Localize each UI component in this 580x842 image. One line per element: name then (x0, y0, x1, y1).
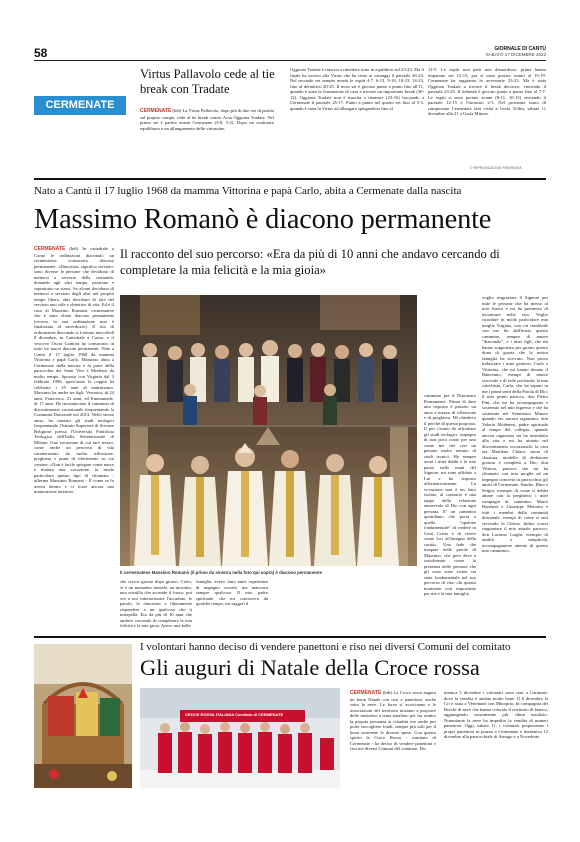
article1-col3: 12-5. Le ospiti non però non demordono: prima hanno impattato sul 15-15, poi si sono portate avanti al 15-19. Cermenate ha raggiunto le avversarie 23-23. Ma è stata Oggiona Tradate a trovare il break decisivo, vincendo il parziale 23-25. Il tiebreak è giocato punto a punto fino al 7-7. Le ospiti si sono portate avanti (8-11, 10-13) vincendo il parziale 12-15 e l'incontro 2-3. Nel prossimo turno di campionato Cermenate farà visita a Gorla Volley, sabato 11 dicembre alle 21 a Gorla Minore. (428, 67, 546, 116)
issue-date: SABATO 17 DICEMBRE 2022 (485, 52, 546, 57)
article1-col1 (140, 108, 274, 168)
article2-col2: che cresce giorno dopo giorno. Certo, vi è un momento iniziale, un incontro, una scintilla che accende il fuoco, poi via a noi interiorizzare l'accaduto, le parole, le emozioni e liberamente rispondere a un qualcosa che ti interpella. Era da più di 10 anni che andavo cercando di completare la mia felicità e la mia gioia. Avevo una bella (120, 579, 192, 628)
ordination-photo-caption: Il cermenatese Massimo Romanò (il primo da sinistra nella foto qui sopra) è diacono permanente (120, 570, 323, 575)
article1-col2: Oggiona Tradate è riuscita a rimettere tutto in equilibrio sul 23-23. Ma il finale ha sorriso alla Virtus che ha vinto ai vantaggi il parziale 26-24. Nel secondo set sempre avanti le ospiti 4-7, 6-13, 9-18, 10-23, 14-23, fino al definitivo 20-25. Il terzo set è giocato punto a punto fino all'11, quando è stata la formazione di casa a trovare un importante break (30-12). Oggiona Tradate non è riuscita a rientrare (23-16) lasciando a Cermenate il parziale 25-17. Punto a punto nel quarto set fino al 5-3, quando è stata la Virtus ad allungare spingendosi fino al (290, 67, 424, 111)
page-number: 58 (34, 46, 48, 60)
article1-lead: (bdi) La Virtus Pallavolo, dopo più di due ore di partita sul proprio campo, cede al tie break contro Acsa Oggiona Tradate. Nel primo set è partita avanti Cermenate (3-0, 5-2). Dopo un confronto equilibrato e un allungamento delle virtussine, (140, 108, 274, 131)
article2-col5: voglio ringraziare il Signore per tutte le persone che ha messo al mio fianco e mi ha permesso di incontrare nella vita. Voglio ricordare in modo particolare mia moglie Virginia, con cui condivide con me fin dall'inizio questo cammino, sempre di amore "diaconale", e i miei figli, che mi hanno sopportato per giorno questo dono di grazia che la nostra famiglia ha ricevuto. Non posso tralasciare i miei genitori, Carlo e Vittorina, che mi hanno donato il Battesimo, esempi di amore viscerale e di fede profonda; la mia catechista, Carla, che ha saputo in me i primi semi della Parola di Dio; il mio primo parroco, don Pietro Pini, che mi ha accompagnato e sostenuto nel mio ingresso e che ha sostenuto nel Seminario Minore quando ero ancora ragazzino; don Valerio Modenesi, padre spirituale al tempo del collegio, quando ancora ragazzino mi ha introdotto alla vita e mi ha aiutato nel discernimento vocazionale; la cara zia Marilena Chiara, suora di clausura, modello di dedizione gioiosa e completa a Dio; don Vittorio, parroco che mi ha chiamato con mia moglie ad un impegno concreto in parrocchia; gli amici di Cermenate, Sandro, Rino e Sergio, esempio di come si debba amare con la preghiera; i miei compagni di cammino, Mario Bonfanti e Giuseppe Menafra e tutti i membri della comunità diaconale, esempi di come si ami servendo la Chiesa. Infine vorrei ringraziare il mio attuale parroco, don Luciano Larghi, esempio di umiltà e semplicità, accompagnatore attento di questo mio cammino». (482, 295, 548, 553)
header-rule (34, 60, 546, 61)
article2-col1-text: (bdi) In cattedrale a Como le ordinazioni diaconali: un cermenatese consacrato diacono permanente. «Diaconia» significa servizio: sono diverse le persone che decidono di mettersi a servizio della comunità, donando agli altri tempo, passione e soprattutto se stessi. Se alcuni decidono di mettersi a servizio degli altri nel proprio tempo libero, altri decidono di fare del servizio uno stile e obiettivo di vita. Ed è il caso di Massimo Romanò, cermenatese che è stato eletto diacono permanente (ovvero la sua ordinazione non è finalizzata al sacerdozio). Il rito di ordinazione diaconale si è tenuto mercoledì 8 dicembre, in Cattedrale a Como, e il vescovo Oscar Cantoni ha consacrato in tutto tre nuovi diaconi permanenti. Nato a Cantù il 17 luglio 1968 da mamma Vittorina e papà Carlo, Massimo abita a Cermenate dalla nascita e fa parte della parrocchia dei Santi Vito e Modesto da molto tempo. Sposato con Virginia dal 3 febbraio 1996, quest'anno la coppia ha celebrato i 25 anni di matrimonio. Massimo ha anche tre figli: Veronica, di 24 anni, Francesca, 21 anni, ed Emmanuele, di 17 anni. Ha incominciato il cammino di discernimento vocazionale frequentando la Comunità Diaconale nel 2013. Nello stesso anno, ha iniziato gli studi teologici frequentando l'Istituto Superiore di Scienze Religiose presso l'Università Pontificia Teologica dell'Italia Settentrionale di Milano. Una vocazione di cui fare tesoro, come anche un percorso di vita caratterizzato da molta riflessione, preghiera e punti di riferimento su cui contare: «Non è facile spiegare come nasce e matura una vocazione, in modo particolare questo tipo di chiamata - afferma Massimo Romanò - È come se lo avessi dentro e ci fosse ancora una maturazione interiore (34, 246, 114, 494)
article1-kicker: CERMENATE (140, 108, 172, 114)
section-label: CERMENATE (34, 96, 126, 115)
article3-col2: menica 5 dicembre i volontari sono stati a Carimate, dove la vendita è andata molto bene. Il 8 dicembre la Cri è stata a Vertemate con Minoprio, in compagnia dei Borchi di neve che hanno colorato il territorio di bianco, aggiungendo sicuramente più clima natalizio. Nonostante la neve ha impedito la vendita di numeri panettoni. Oggi, sabato 11, i volontari proporranno i propri panettoni in piazza a Cermenate e domenica 12 dicembre alla parrocchiale di Asnago e a Novedrate. (444, 690, 548, 739)
article3-col1 (350, 690, 436, 790)
article2-col4: cammino per il Diaconato Permanente. Prima di dare una risposta è passato un anno e mezzo di riflessione e di preghiera. Mi chiedevo il perché di questa proposta. Il poi c'erano da affrontare gli studi teologici, impegno di non poco conto per uno come me che con un passato molto remoto di studi tecnici. Ho sempre avuti i miei dubbi e le mie paure nelle mani del Signore, mi sono affidato a Lui e ho risposto affermativamente. La vocazione non è un fatto isolato, al contrario è una tappa della relazione amorevole di Dio con ogni persona. E' un cammino quotidiano che porta a quella "opzione fondamentale" di credere in Gesù Cristo e di vivere come Lui all'insegna della carità». Una fede che traspare nelle parole di Massimo, che però deve a sottolineare come la presenza delle persone che gli sono state vicine sia stata fondamentale nel suo percorso di vita: «In questo momento così importante per me e la mia famiglia (424, 393, 476, 596)
article2-kicker: CERMENATE (34, 246, 66, 252)
divider-2 (34, 636, 546, 638)
volunteers-photo (140, 688, 340, 788)
paper-name: GIORNALE DI CANTÙ (494, 46, 546, 52)
article2-subheadline: Il racconto del suo percorso: «Era da più di 10 anni che andavo cercando di completare la mia felicità e la mia gioia» (120, 247, 500, 277)
article2-col3b (272, 579, 342, 631)
article2-col3: famiglia, avevo fatto tante esperienze di impegno sociale, ma mancava sempre qualcosa. Il mio padre spirituale, che mi conosceva da qualche tempo, mi suggerì il (196, 579, 268, 606)
divider-1 (34, 178, 546, 180)
article1-copyright: © RIPRODUZIONE RISERVATA (470, 166, 522, 170)
gift-basket-photo (34, 644, 132, 788)
article1-headline: Virtus Pallavolo cede al tie break con Tradate (140, 67, 275, 96)
article3-kicker: CERMENATE (350, 690, 382, 696)
ordination-photo-illustration (120, 295, 417, 566)
article2-headline: Massimo Romanò è diacono permanente (34, 203, 492, 235)
article3-overline: I volontari hanno deciso di vendere panettoni e riso nei diversi Comuni del comitato (140, 641, 511, 653)
article3-col1-text: (bdi) La Croce rossa augura un buon Natale con riso e panettoni, anche sotto la neve. Le forze si avvicinano e le associazioni del territorio iniziano a proporre delle iniziative a tema natalizio per far sentire la propria presenza ai cittadini ma anche per poter raccogliere fondi, sempre più utili per il buon sostenere le diverse spese. Con questo spirito la Croce Rossa - comitato di Cermenate - ha deciso di vendere panettoni e riso nei diversi Comuni del comitato. Do- (350, 690, 436, 751)
article3-headline: Gli auguri di Natale della Croce rossa (140, 655, 480, 680)
article2-overline: Nato a Cantù il 17 luglio 1968 da mamma Vittorina e papà Carlo, abita a Cermenate dalla nascita (34, 185, 462, 197)
gift-basket-illustration (34, 644, 132, 788)
volunteers-illustration (140, 688, 340, 788)
article2-col1 (34, 246, 114, 576)
ordination-photo (120, 295, 417, 566)
red-cross-banner-text: CROCE ROSSA ITALIANA Comitato di CERMENATE (185, 712, 284, 717)
